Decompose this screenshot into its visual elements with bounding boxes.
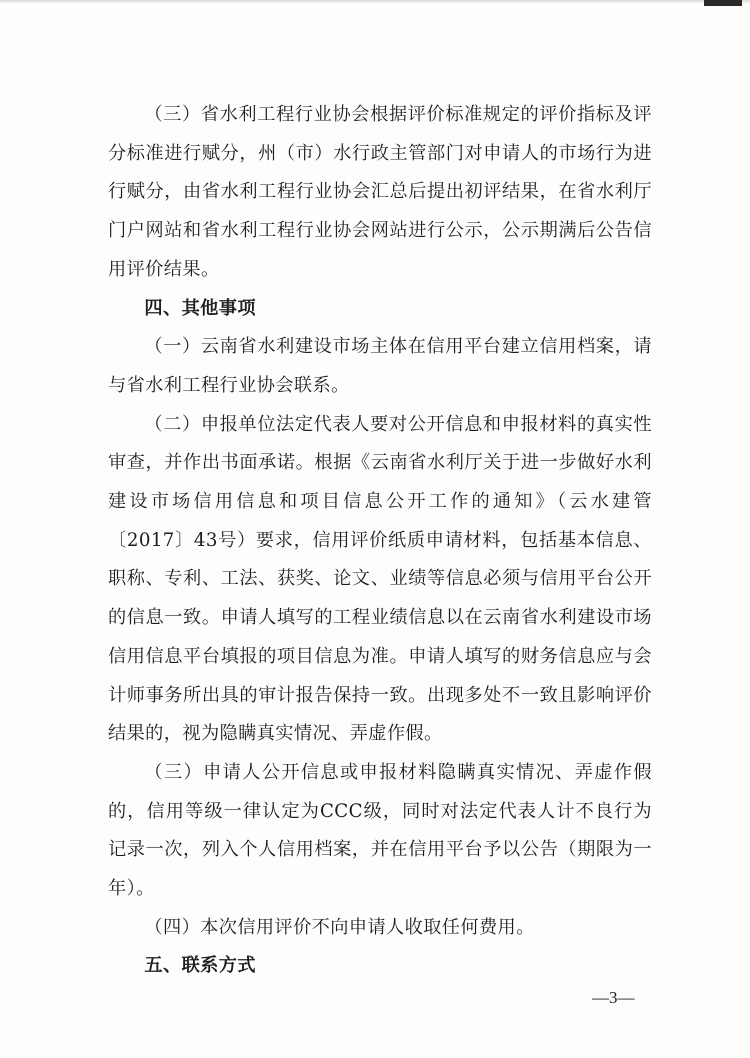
paragraph-fraud-penalty: （三）申请人公开信息或申报材料隐瞒真实情况、弄虚作假的，信用等级一律认定为CCC级，同时对法定代表人计不良行为记录一次，列入个人信用档案，并在信用平台予以公告（期限为一年）。 <box>108 761 652 900</box>
paragraph-evaluation-procedure: （三）省水利工程行业协会根据评价标准规定的评价指标及评分标准进行赋分，州（市）水行政主管部门对申请人的市场行为进行赋分，由省水利工程行业协会汇总后提出初评结果，在省水利厅门户网站和省水利工程行业协会网站进行公示，公示期满后公告信用评价结果。 <box>108 104 652 280</box>
paragraph-credit-file: （一）云南省水利建设市场主体在信用平台建立信用档案，请与省水利工程行业协会联系。 <box>108 336 652 396</box>
page-number: —3— <box>592 988 635 1007</box>
scan-edge <box>0 0 750 4</box>
paragraph-no-fees: （四）本次信用评价不向申请人收取任何费用。 <box>144 916 535 938</box>
document-body <box>108 96 652 986</box>
section-heading-contact: 五、联系方式 <box>144 955 256 977</box>
section-heading-other-matters: 四、其他事项 <box>144 297 256 319</box>
paragraph-authenticity-review: （二）申报单位法定代表人要对公开信息和申报材料的真实性审查，并作出书面承诺。根据《云南省水利厅关于进一步做好水利建设市场信用信息和项目信息公开工作的通知》（云水建管〔2017〕43号）要求，信用评价纸质申请材料，包括基本信息、职称、专利、工法、获奖、论文、业绩等信息必须与信用平台公开的信息一致。申请人填写的工程业绩信息以在云南省水利建设市场信用信息平台填报的项目信息为准。申请人填写的财务信息应与会计师事务所出具的审计报告保持一致。出现多处不一致且影响评价结果的，视为隐瞒真实情况、弄虚作假。 <box>108 413 652 745</box>
scan-mark <box>704 0 742 6</box>
